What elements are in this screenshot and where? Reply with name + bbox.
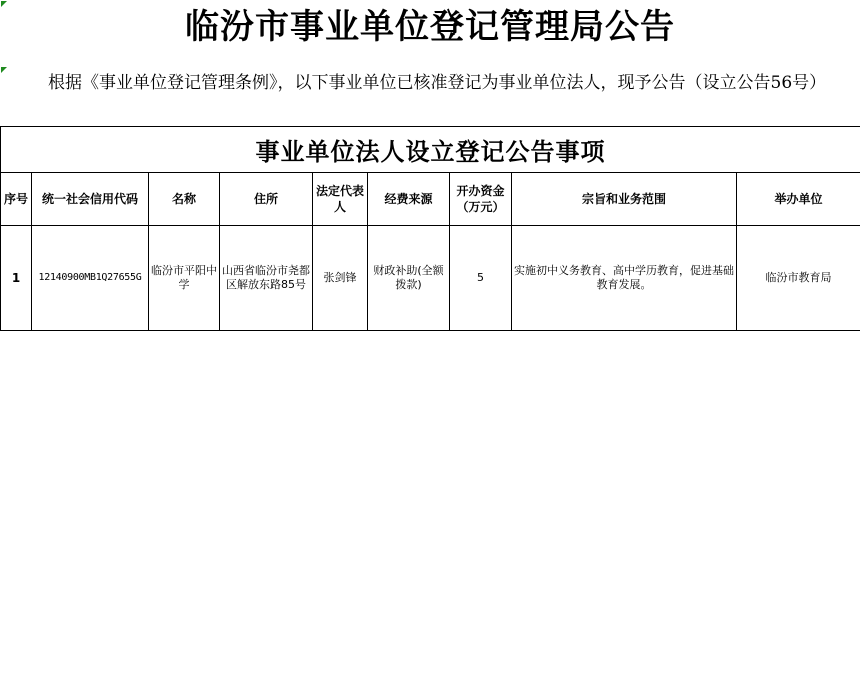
- announcement-intro: 根据《事业单位登记管理条例》，以下事业单位已核准登记为事业单位法人，现予公告（设立公告56号）: [48, 73, 827, 93]
- cell-name: 临汾市平阳中学: [149, 226, 220, 331]
- header-address: 住所: [220, 173, 313, 226]
- cell-credit-code: 12140900MB1Q27655G: [32, 226, 149, 331]
- cell-scope: 实施初中义务教育、高中学历教育，促进基础教育发展。: [512, 226, 737, 331]
- cell-address: 山西省临汾市尧都区解放东路85号: [220, 226, 313, 331]
- cell-capital: 5: [450, 226, 512, 331]
- header-capital: 开办资金（万元）: [450, 173, 512, 226]
- cell-sponsor: 临汾市教育局: [737, 226, 860, 331]
- header-credit-code: 统一社会信用代码: [32, 173, 149, 226]
- cell-index: 1: [1, 226, 32, 331]
- header-scope: 宗旨和业务范围: [512, 173, 737, 226]
- registration-table: [0, 126, 860, 331]
- header-legal-rep: 法定代表人: [313, 173, 368, 226]
- table-title: 事业单位法人设立登记公告事项: [1, 127, 860, 173]
- header-funding: 经费来源: [368, 173, 450, 226]
- header-index: 序号: [1, 173, 32, 226]
- header-sponsor: 举办单位: [737, 173, 860, 226]
- cell-funding: 财政补助(全额拨款): [368, 226, 450, 331]
- header-name: 名称: [149, 173, 220, 226]
- cell-comment-marker: [1, 1, 7, 7]
- table-header-row: [1, 173, 860, 226]
- announcement-title: 临汾市事业单位登记管理局公告: [185, 7, 675, 47]
- cell-legal-rep: 张剑锋: [313, 226, 368, 331]
- table-row: [1, 226, 860, 331]
